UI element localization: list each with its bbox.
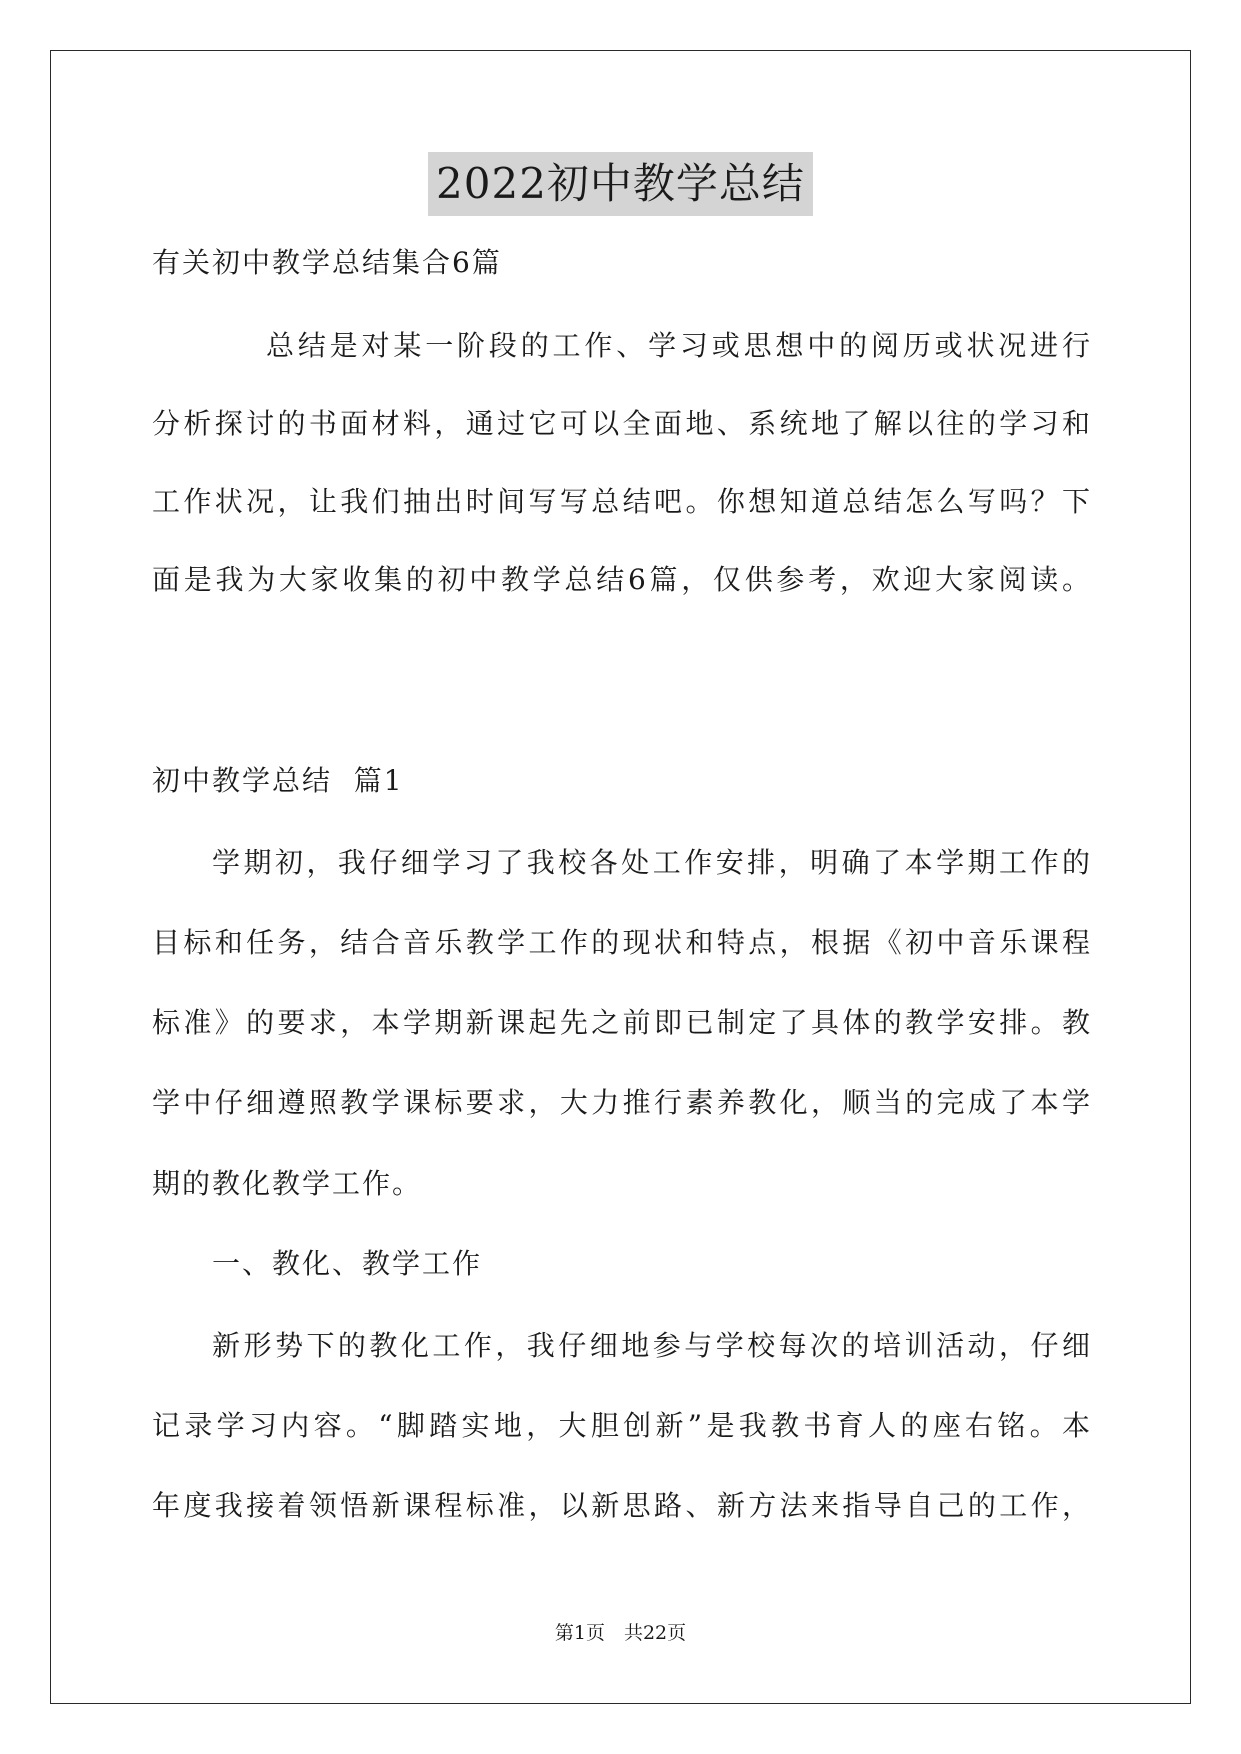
paragraph1-line-5: 期的教化教学工作。 (152, 1167, 423, 1200)
paragraph1-line-1: 学期初，我仔细学习了我校各处工作安排，明确了本学期工作的 (212, 846, 1090, 879)
page-number: 第1页 共22页 (554, 1622, 687, 1644)
paragraph1-line-3: 标准》的要求，本学期新课起先之前即已制定了具体的教学安排。教 (152, 1006, 1090, 1039)
paragraph2-line-1: 新形势下的教化工作，我仔细地参与学校每次的培训活动，仔细 (212, 1329, 1090, 1362)
paragraph1-line-2: 目标和任务，结合音乐教学工作的现状和特点，根据《初中音乐课程 (152, 926, 1090, 959)
intro-line-1: 总结是对某一阶段的工作、学习或思想中的阅历或状况进行 (266, 329, 1090, 362)
paragraph1-line-4: 学中仔细遵照教学课标要求，大力推行素养教化，顺当的完成了本学 (152, 1086, 1090, 1119)
document-title: 2022初中教学总结 (428, 152, 813, 216)
intro-line-3: 工作状况，让我们抽出时间写写总结吧。你想知道总结怎么写吗？下 (152, 485, 1090, 518)
paragraph2-line-2: 记录学习内容。“脚踏实地，大胆创新”是我教书育人的座右铭。本 (152, 1409, 1090, 1442)
document-subtitle: 有关初中教学总结集合6篇 (152, 246, 502, 279)
section-heading: 初中教学总结 篇1 (152, 764, 404, 797)
paragraph2-line-3: 年度我接着领悟新课程标准，以新思路、新方法来指导自己的工作， (152, 1489, 1090, 1522)
document-title-wrap (0, 152, 1241, 216)
intro-line-2: 分析探讨的书面材料，通过它可以全面地、系统地了解以往的学习和 (152, 407, 1090, 440)
subheading: 一、教化、教学工作 (212, 1247, 483, 1280)
intro-line-4: 面是我为大家收集的初中教学总结6篇，仅供参考，欢迎大家阅读。 (152, 563, 1090, 596)
